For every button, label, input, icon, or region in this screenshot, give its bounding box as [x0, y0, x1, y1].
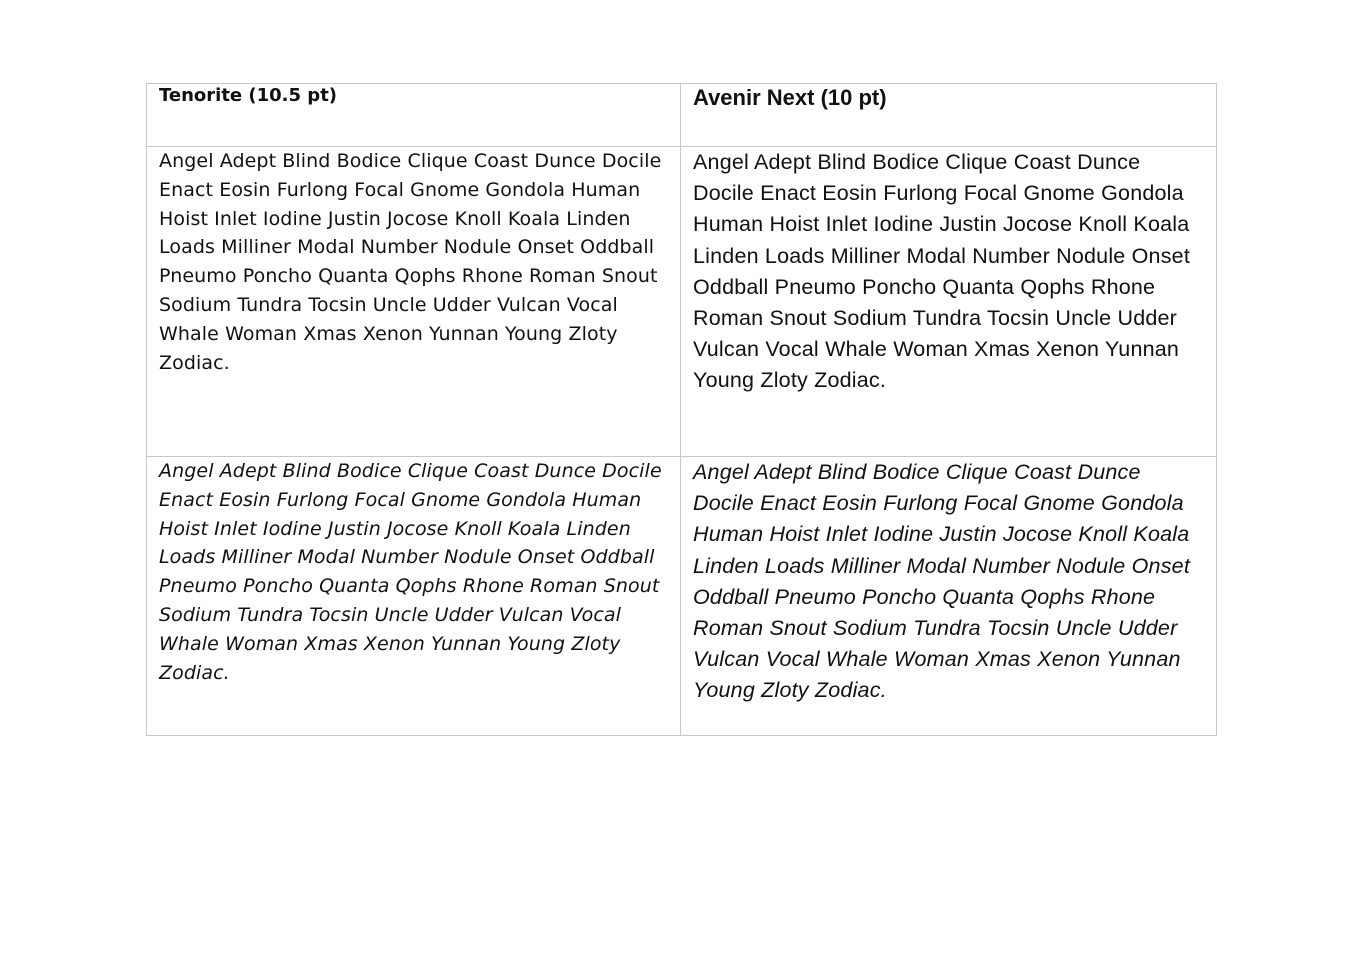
table-row-regular: [147, 147, 1217, 457]
avenir-italic-sample: Angel Adept Blind Bodice Clique Coast Dunce Docile Enact Eosin Furlong Focal Gnome Gondola Human Hoist Inlet Iodine Justin Jocose Knoll Koala Linden Loads Milliner Modal Number Nodule Onset Oddball Pneumo Poncho Quanta Qophs Rhone Roman Snout Sodium Tundra Tocsin Uncle Udder Vulcan Vocal Whale Woman Xmas Xenon Yunnan Young Zloty Zodiac.: [681, 457, 1217, 736]
font-comparison-table: [146, 83, 1217, 736]
table-row-italic: [147, 457, 1217, 736]
tenorite-regular-sample: Angel Adept Blind Bodice Clique Coast Dunce Docile Enact Eosin Furlong Focal Gnome Gondola Human Hoist Inlet Iodine Justin Jocose Knoll Koala Linden Loads Milliner Modal Number Nodule Onset Oddball Pneumo Poncho Quanta Qophs Rhone Roman Snout Sodium Tundra Tocsin Uncle Udder Vulcan Vocal Whale Woman Xmas Xenon Yunnan Young Zloty Zodiac.: [147, 147, 681, 457]
tenorite-italic-sample: Angel Adept Blind Bodice Clique Coast Dunce Docile Enact Eosin Furlong Focal Gnome Gondola Human Hoist Inlet Iodine Justin Jocose Knoll Koala Linden Loads Milliner Modal Number Nodule Onset Oddball Pneumo Poncho Quanta Qophs Rhone Roman Snout Sodium Tundra Tocsin Uncle Udder Vulcan Vocal Whale Woman Xmas Xenon Yunnan Young Zloty Zodiac.: [147, 457, 681, 736]
header-cell-tenorite: Tenorite (10.5 pt): [147, 84, 681, 147]
header-cell-avenir-next: Avenir Next (10 pt): [681, 84, 1217, 147]
avenir-regular-sample: Angel Adept Blind Bodice Clique Coast Dunce Docile Enact Eosin Furlong Focal Gnome Gondola Human Hoist Inlet Iodine Justin Jocose Knoll Koala Linden Loads Milliner Modal Number Nodule Onset Oddball Pneumo Poncho Quanta Qophs Rhone Roman Snout Sodium Tundra Tocsin Uncle Udder Vulcan Vocal Whale Woman Xmas Xenon Yunnan Young Zloty Zodiac.: [681, 147, 1217, 457]
table-header-row: [147, 84, 1217, 147]
